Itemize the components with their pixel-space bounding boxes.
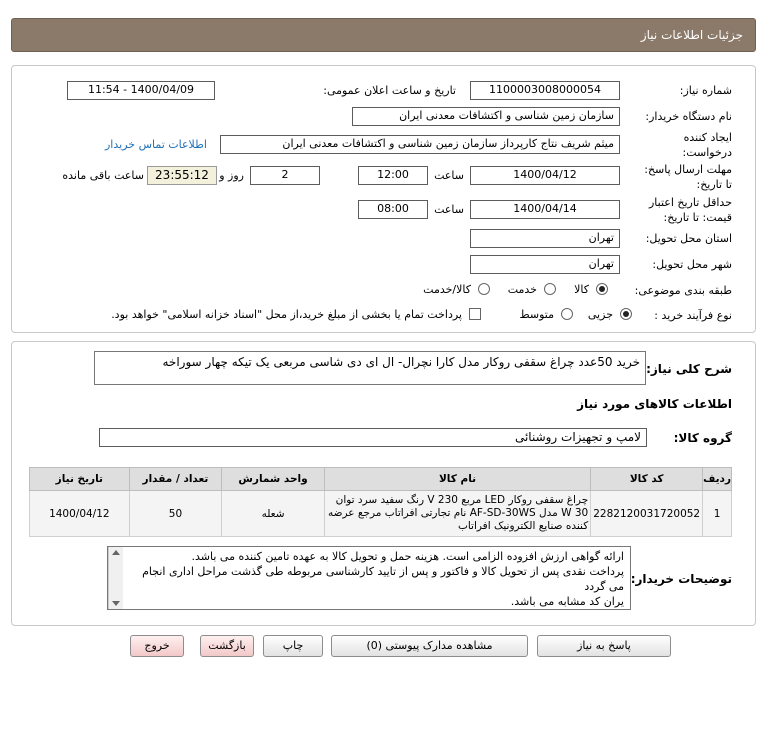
- col-date: تاریخ نیاز: [30, 468, 130, 491]
- validity-date-field: 1400/04/14: [470, 200, 620, 219]
- summary-box: [94, 351, 646, 385]
- need-number-field: 1100003008000054: [470, 81, 620, 100]
- buyer-note-line: ارائه گواهی ارزش افزوده الزامی است. هزینه حمل و تحویل کالا به عهده تامین کننده می باشد.: [191, 550, 624, 563]
- category-option-service: خدمت: [507, 283, 537, 296]
- reply-date-field: 1400/04/12: [470, 166, 620, 185]
- cell-row: 1: [703, 491, 732, 537]
- exit-button[interactable]: خروج: [130, 635, 184, 657]
- validity-time-label: ساعت: [434, 203, 464, 216]
- col-qty: تعداد / مقدار: [129, 468, 222, 491]
- summary-label: شرح کلی نیاز:: [646, 362, 732, 376]
- col-row: ردیف: [703, 468, 732, 491]
- print-button[interactable]: چاپ: [263, 635, 323, 657]
- buyer-contact-link[interactable]: اطلاعات تماس خریدار: [105, 138, 207, 151]
- scroll-up-icon[interactable]: [112, 550, 120, 555]
- reply-time-label: ساعت: [434, 169, 464, 182]
- treasury-checkbox[interactable]: [469, 308, 481, 320]
- scroll-down-icon[interactable]: [112, 601, 120, 606]
- process-option-medium: متوسط: [519, 308, 554, 321]
- buyer-note-line: یران کد مشابه می باشد.: [510, 595, 624, 608]
- province-field: تهران: [470, 229, 620, 248]
- cell-qty: 50: [129, 491, 222, 537]
- reply-button[interactable]: پاسخ به نیاز: [537, 635, 671, 657]
- validity-time-field: 08:00: [358, 200, 428, 219]
- category-label: طبقه بندی موضوعی:: [634, 284, 732, 297]
- process-radio-minor[interactable]: [620, 308, 632, 320]
- page-title: جزئیات اطلاعات نیاز: [640, 28, 743, 42]
- category-radio-goods[interactable]: [596, 283, 608, 295]
- table-row: [30, 491, 732, 537]
- buyer-notes-box: [107, 546, 631, 610]
- reply-deadline-line1: مهلت ارسال پاسخ:: [644, 163, 732, 176]
- buyer-notes-label: توضیحات خریدار:: [630, 572, 732, 586]
- cell-code: 2282120031720052: [591, 491, 703, 537]
- notes-scrollbar[interactable]: [108, 547, 123, 609]
- validity-label-line2: قیمت: تا تاریخ:: [663, 211, 732, 224]
- process-radio-medium[interactable]: [561, 308, 573, 320]
- goods-group-label: گروه کالا:: [673, 431, 732, 445]
- col-name: نام کالا: [324, 468, 590, 491]
- validity-label-line1: حداقل تاریخ اعتبار: [648, 196, 732, 209]
- creator-label: [683, 130, 732, 160]
- col-code: کد کالا: [591, 468, 703, 491]
- creator-field: میثم شریف نتاج کارپرداز سازمان زمین شناسی و اکتشافات معدنی ایران: [220, 135, 620, 154]
- summary-text: خرید 50عدد چراغ سقفی روکار مدل کارا نچرال- ال ای دی شاسی مربعی یک تیکه چهار سوراخه: [162, 355, 640, 369]
- need-number-label: شماره نیاز:: [679, 84, 732, 97]
- category-radio-service[interactable]: [544, 283, 556, 295]
- category-option-both: کالا/خدمت: [423, 283, 471, 296]
- announce-label: تاریخ و ساعت اعلان عمومی:: [323, 84, 456, 97]
- remaining-time-label: ساعت باقی مانده: [62, 169, 144, 182]
- remaining-time-field: 23:55:12: [147, 166, 217, 185]
- goods-group-field: لامپ و تجهیزات روشنائی: [99, 428, 647, 447]
- creator-label-line2: درخواست:: [682, 146, 732, 159]
- goods-table: [29, 467, 732, 537]
- process-option-minor: جزیی: [587, 308, 613, 321]
- province-label: استان محل تحویل:: [645, 232, 732, 245]
- reply-deadline-label: [644, 162, 732, 192]
- payment-note: پرداخت تمام یا بخشی از مبلغ خرید،از محل "اسناد خزانه اسلامی" خواهد بود.: [111, 308, 462, 321]
- announce-field: 1400/04/09 - 11:54: [67, 81, 215, 100]
- city-field: تهران: [470, 255, 620, 274]
- reply-deadline-line2: تا تاریخ:: [696, 178, 732, 191]
- page-header: [11, 18, 756, 52]
- days-field: 2: [250, 166, 320, 185]
- cell-date: 1400/04/12: [30, 491, 130, 537]
- back-button[interactable]: بازگشت: [200, 635, 254, 657]
- attachments-button[interactable]: مشاهده مدارک پیوستی (0): [331, 635, 528, 657]
- goods-section-title: اطلاعات کالاهای مورد نیاز: [577, 397, 732, 411]
- creator-label-line1: ایجاد کننده: [683, 131, 732, 144]
- category-radio-both[interactable]: [478, 283, 490, 295]
- cell-unit: شعله: [222, 491, 325, 537]
- buyer-note-line: پرداخت نقدی پس از تحویل کالا و فاکتور و پس از تایید کارشناسی مربوطه طی گذشت مراحل اداری انجام می گردد: [142, 565, 624, 593]
- col-unit: واحد شمارش: [222, 468, 325, 491]
- buyer-org-field: سازمان زمین شناسی و اکتشافات معدنی ایران: [352, 107, 620, 126]
- process-label: نوع فرآیند خرید :: [654, 309, 732, 322]
- cell-name: چراغ سقفی روکار LED مربع 230 V رنگ سفید سرد توان 30 W مدل AF-SD-30WS نام تجارتی افراتاب مرجع عرضه کننده صنایع الکترونیک افراتاب: [324, 491, 590, 537]
- validity-label: [649, 195, 732, 225]
- days-label: روز و: [219, 169, 244, 182]
- category-option-goods: کالا: [574, 283, 589, 296]
- goods-table-header: [30, 468, 732, 491]
- buyer-org-label: نام دستگاه خریدار:: [645, 110, 732, 123]
- city-label: شهر محل تحویل:: [652, 258, 732, 271]
- reply-time-field: 12:00: [358, 166, 428, 185]
